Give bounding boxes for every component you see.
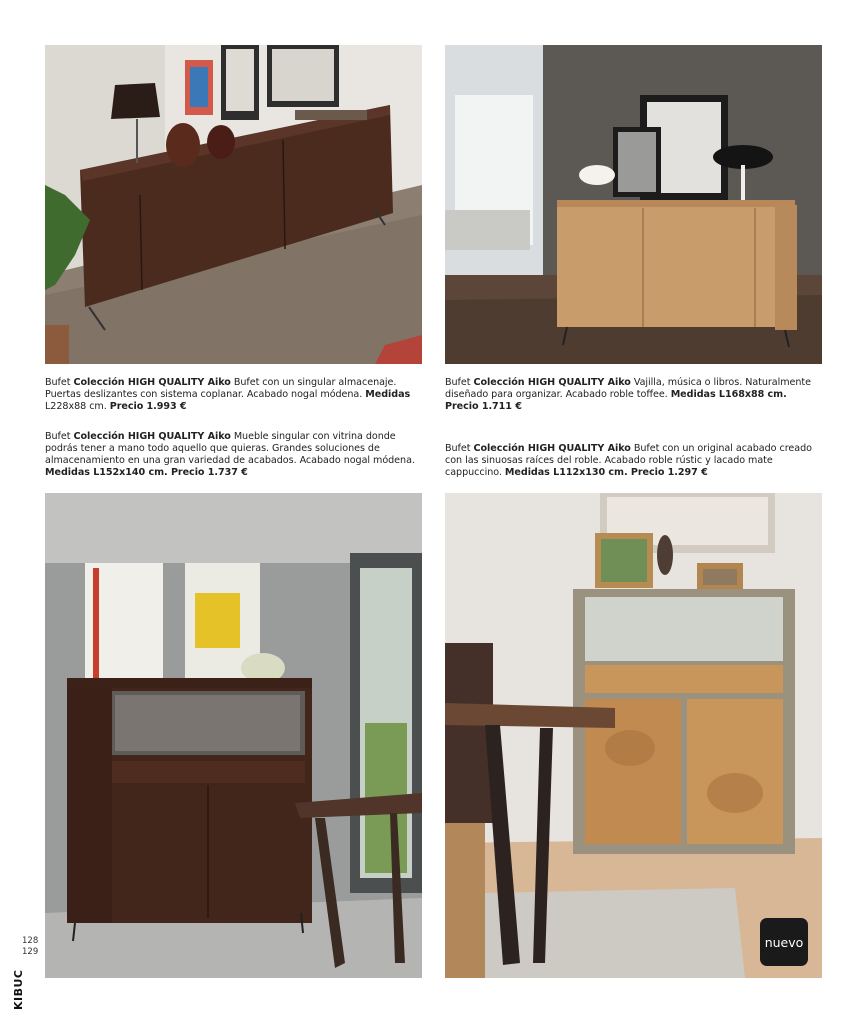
product-photo-walnut-display-cabinet bbox=[45, 493, 422, 978]
page-number-right: 129 bbox=[22, 947, 39, 957]
brand-logo-text: KIBUC bbox=[12, 969, 25, 1010]
measures-value: L168x88 cm. bbox=[715, 389, 787, 400]
price: Precio 1.993 € bbox=[109, 401, 187, 412]
product-caption: Bufet Colección HIGH QUALITY Aiko Vajilla, música o libros. Naturalmente diseñado para organizar. Acabado roble toffee. Medidas L168x88 cm. Precio 1.711 € bbox=[445, 377, 811, 412]
measures-label: Medidas bbox=[45, 467, 90, 478]
product-photo-oak-sideboard bbox=[445, 45, 822, 364]
price: Precio 1.737 € bbox=[170, 467, 248, 478]
measures-label: Medidas bbox=[365, 389, 411, 400]
measures-value: L152x140 cm. bbox=[89, 467, 171, 478]
measures-value: L112x130 cm. bbox=[549, 467, 631, 478]
collection-name: Colección HIGH QUALITY Aiko bbox=[73, 431, 231, 442]
product-caption: Bufet Colección HIGH QUALITY Aiko Bufet con un singular almacenaje. Puertas deslizantes con sistema coplanar. Acabado nogal módena. Medidas L228x88 cm. Precio 1.993 € bbox=[45, 377, 411, 412]
collection-name: Colección HIGH QUALITY Aiko bbox=[473, 443, 631, 454]
measures-label: Medidas bbox=[504, 467, 550, 478]
page-number-left: 128 bbox=[22, 936, 39, 946]
new-badge: nuevo bbox=[760, 918, 808, 966]
product-caption: Bufet Colección HIGH QUALITY Aiko Bufet con un original acabado creado con las sinuosas raíces del roble. Acabado roble rústic y lacado mate cappuccino. Medidas L112x130 cm. Precio 1.297 € bbox=[445, 443, 812, 478]
measures-label: Medidas bbox=[670, 389, 716, 400]
price: Precio 1.711 € bbox=[445, 401, 522, 412]
price: Precio 1.297 € bbox=[630, 467, 708, 478]
product-caption: Bufet Colección HIGH QUALITY Aiko Mueble singular con vitrina donde podrás tener a mano todo aquello que quieras. Grandes soluciones de almacenamiento en una gran variedad de acabados. Acabado nogal módena. Medidas L152x140 cm. Precio 1.737 € bbox=[45, 431, 415, 478]
product-photo-walnut-long-sideboard bbox=[45, 45, 422, 364]
product-photo-burl-cabinet bbox=[445, 493, 822, 978]
collection-name: Colección HIGH QUALITY Aiko bbox=[73, 377, 231, 388]
collection-name: Colección HIGH QUALITY Aiko bbox=[473, 377, 631, 388]
